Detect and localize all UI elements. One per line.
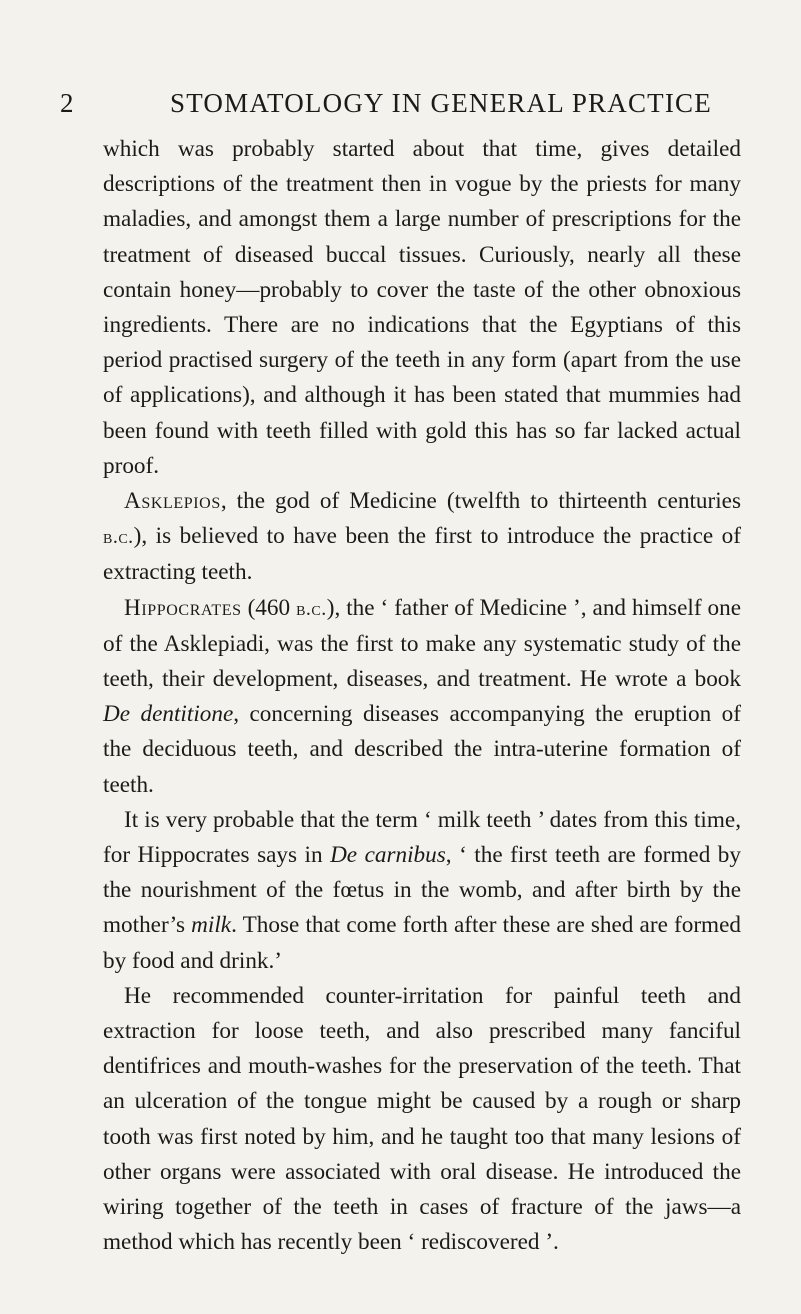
book-title-de-dentitione: De dentitione <box>103 701 234 728</box>
paragraph-hippocrates <box>103 591 741 803</box>
paragraph-text: He recommended counter-irritation for painful teeth and extraction for loose teeth, and also prescribed many fanciful dentifrices and mouth-washes for the preservation of the teeth. That an ulceration of the tongue might be caused by a rough or sharp tooth was first noted by him, and he taught too that many lesions of other organs were associated with oral disease. He introduced the wiring together of the teeth in cases of fracture of the jaws—a method which has recently been ‘ rediscovered ’. <box>103 982 741 1256</box>
paragraph-text: (460 <box>241 594 297 621</box>
page-header <box>60 88 741 128</box>
paragraph-text: It is very probable that the term ‘ milk teeth ’ dates from this time, for Hippocrates says in <box>103 806 741 869</box>
emphasis-milk: milk <box>191 912 232 939</box>
paragraph-egyptian-papyrus <box>103 132 741 484</box>
running-title: STOMATOLOGY IN GENERAL PRACTICE <box>170 88 712 118</box>
paragraph-text: , ‘ the first teeth are formed by the nourishment of the fœtus in the womb, and after birth by the mother’s <box>103 842 741 939</box>
paragraph-text: which was probably started about that time, gives detailed descriptions of the treatment then in vogue by the priests for many maladies, and amongst them a large number of prescriptions for the treatment of diseased buccal tissues. Curiously, nearly all these contain honey—probably to cover the taste of the other obnoxious ingredients. There are no indications that the Egyptians of this period practised surgery of the teeth in any form (apart from the use of applications), and although it has been stated that mummies had been found with teeth filled with gold this has so far lacked actual proof. <box>103 136 741 479</box>
paragraph-text: , concerning diseases accompanying the eruption of the deciduous teeth, and described the intra-uterine formation of teeth. <box>103 701 741 798</box>
name-hippocrates: Hippocrates <box>124 594 242 621</box>
book-title-de-carnibus: De carnibus <box>330 842 446 869</box>
era-abbreviation: b.c. <box>296 597 327 620</box>
name-asklepios: Asklepios <box>124 488 221 515</box>
body-text <box>103 132 741 1261</box>
paragraph-asklepios <box>103 484 741 591</box>
era-abbreviation: b.c. <box>103 526 134 549</box>
paragraph-text: ), is believed to have been the first to introduce the practice of extracting teeth. <box>103 523 741 586</box>
paragraph-recommendations <box>103 979 741 1261</box>
paragraph-milk-teeth <box>103 803 741 979</box>
page-number: 2 <box>60 88 75 118</box>
paragraph-text: . Those that come forth after these are shed are formed by food and drink.’ <box>103 912 741 974</box>
paragraph-text: ), the ‘ father of Medicine ’, and himself one of the Asklepiadi, was the first to make any systematic study of the teeth, their development, diseases, and treatment. He wrote a book <box>103 594 741 693</box>
paragraph-text: , the god of Medicine (twelfth to thirteenth centuries <box>220 488 741 515</box>
